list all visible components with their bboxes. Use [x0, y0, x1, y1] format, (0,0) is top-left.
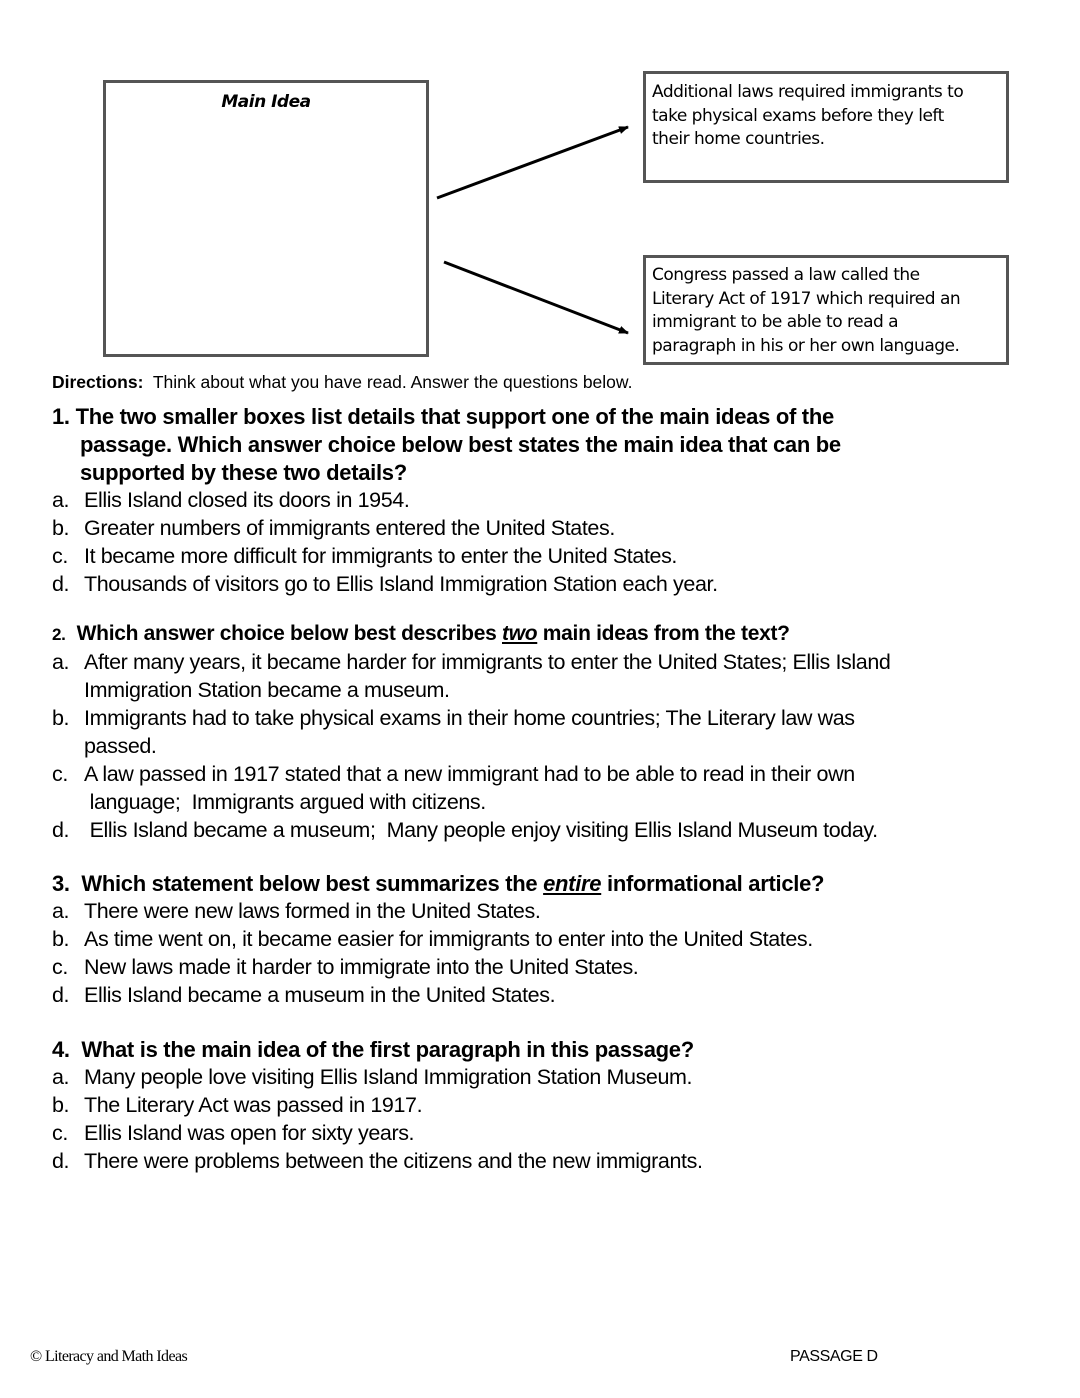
question-2 [52, 622, 790, 646]
option-letter: d. [52, 1149, 70, 1173]
option-3c[interactable] [52, 955, 638, 980]
main-idea-box [103, 80, 429, 357]
option-2a-cont: Immigration Station became a museum. [84, 678, 450, 702]
detail-box-2-text [652, 264, 1000, 358]
option-text: Thousands of visitors go to Ellis Island Immigration Station each year. [84, 572, 718, 596]
option-letter: d. [52, 572, 70, 596]
option-3d[interactable] [52, 983, 555, 1008]
detail-box-1 [643, 71, 1009, 183]
option-text: New laws made it harder to immigrate into the United States. [84, 955, 639, 979]
option-letter: a. [52, 488, 70, 512]
option-text: A law passed in 1917 stated that a new immigrant had to be able to read in their own [84, 762, 855, 786]
detail-line: paragraph in his or her own language. [652, 335, 960, 356]
option-letter: a. [52, 650, 70, 674]
option-2c[interactable] [52, 762, 855, 787]
question-1-line-2: passage. Which answer choice below best states the main idea that can be [80, 432, 841, 457]
option-1b[interactable] [52, 516, 615, 541]
option-3a[interactable] [52, 899, 540, 924]
option-text: Ellis Island became a museum; Many people enjoy visiting Ellis Island Museum today. [84, 818, 878, 842]
question-text: main ideas from the text? [537, 622, 790, 645]
question-number: 2. [52, 625, 66, 644]
option-4d[interactable] [52, 1149, 703, 1174]
question-number: 1. [52, 404, 70, 429]
arrow-to-detail-2 [444, 262, 628, 333]
option-letter: b. [52, 927, 70, 951]
question-4 [52, 1037, 694, 1063]
option-4c[interactable] [52, 1121, 414, 1146]
question-text: Which answer choice below best describes [76, 622, 502, 645]
option-text: Ellis Island closed its doors in 1954. [84, 488, 410, 512]
option-text: As time went on, it became easier for immigrants to enter into the United States. [84, 927, 813, 951]
option-2b[interactable] [52, 706, 855, 731]
option-3b[interactable] [52, 927, 813, 952]
question-text: Which statement below best summarizes the [81, 871, 544, 896]
detail-line: their home countries. [652, 129, 825, 149]
arrow-to-detail-1 [437, 127, 628, 198]
option-text: Ellis Island was open for sixty years. [84, 1121, 415, 1145]
question-number: 4. [52, 1037, 70, 1062]
question-text: informational article? [601, 871, 825, 896]
footer-copyright: © Literacy and Math Ideas [30, 1348, 188, 1365]
option-letter: c. [52, 1121, 68, 1145]
footer-passage-label: PASSAGE D [790, 1348, 878, 1365]
directions-text: Think about what you have read. Answer the questions below. [152, 372, 633, 392]
question-1-line-1 [52, 404, 834, 430]
option-letter: c. [52, 544, 68, 568]
option-letter: b. [52, 516, 70, 540]
option-2d[interactable] [52, 818, 878, 843]
option-letter: b. [52, 1093, 70, 1117]
option-1d[interactable] [52, 572, 718, 597]
option-1c[interactable] [52, 544, 677, 569]
detail-box-2 [643, 255, 1009, 365]
option-text: Ellis Island became a museum in the United States. [84, 983, 556, 1007]
detail-line: take physical exams before they left [652, 105, 944, 126]
option-text: There were new laws formed in the United States. [84, 899, 541, 923]
option-2b-cont: passed. [84, 734, 157, 758]
detail-line: Congress passed a law called the [652, 265, 920, 285]
detail-box-1-text [652, 81, 1000, 152]
question-text: The two smaller boxes list details that support one of the main ideas of the [75, 404, 834, 429]
option-letter: b. [52, 706, 70, 730]
option-4a[interactable] [52, 1065, 692, 1090]
option-text: Many people love visiting Ellis Island Immigration Station Museum. [84, 1065, 693, 1089]
directions-label: Directions: [52, 372, 144, 392]
detail-line: Additional laws required immigrants to [652, 82, 964, 102]
option-text: The Literary Act was passed in 1917. [84, 1093, 423, 1117]
option-letter: d. [52, 818, 70, 842]
option-2c-cont: language; Immigrants argued with citizens. [84, 790, 486, 814]
option-letter: c. [52, 762, 68, 786]
option-2a[interactable] [52, 650, 890, 675]
option-text: After many years, it became harder for immigrants to enter the United States; Ellis Island [84, 650, 891, 674]
option-letter: c. [52, 955, 68, 979]
option-1a[interactable] [52, 488, 409, 513]
option-letter: a. [52, 899, 70, 923]
question-3 [52, 871, 824, 897]
option-text: There were problems between the citizens and the new immigrants. [84, 1149, 703, 1173]
directions [52, 372, 632, 393]
main-idea-title: Main Idea [221, 92, 311, 112]
option-text: It became more difficult for immigrants to enter the United States. [84, 544, 677, 568]
option-letter: d. [52, 983, 70, 1007]
question-emphasis: two [502, 622, 538, 645]
detail-line: Literary Act of 1917 which required an [652, 288, 961, 309]
question-1-line-3: supported by these two details? [80, 460, 407, 485]
question-emphasis: entire [543, 871, 602, 896]
detail-line: immigrant to be able to read a [652, 312, 899, 332]
option-text: Immigrants had to take physical exams in their home countries; The Literary law was [84, 706, 855, 730]
option-letter: a. [52, 1065, 70, 1089]
question-number: 3. [52, 871, 70, 896]
option-text: Greater numbers of immigrants entered the United States. [84, 516, 615, 540]
option-4b[interactable] [52, 1093, 422, 1118]
question-text: What is the main idea of the first paragraph in this passage? [81, 1037, 694, 1062]
